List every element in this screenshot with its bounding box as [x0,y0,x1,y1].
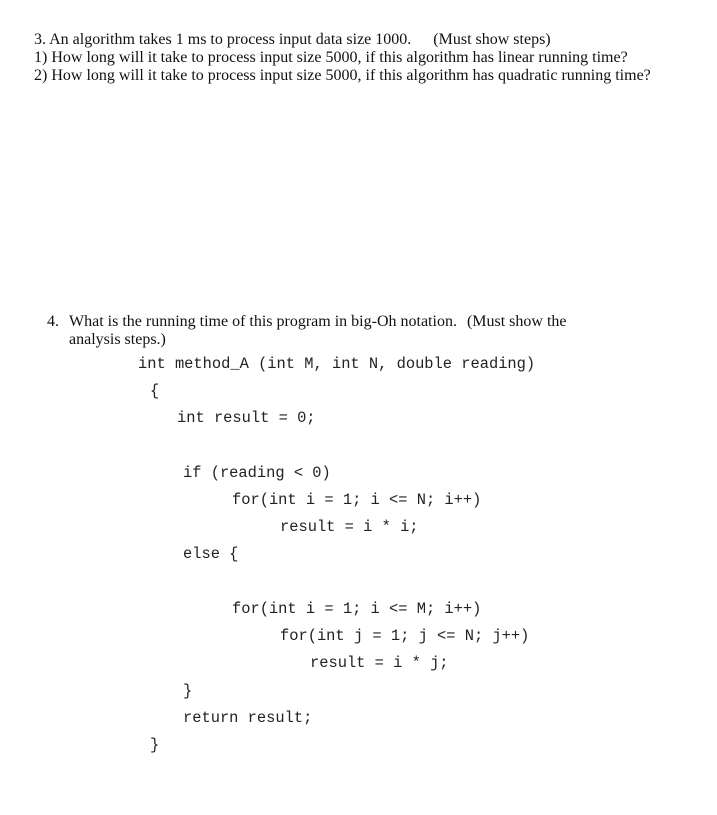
code-line-result-i-i: result = i * i; [280,518,419,536]
code-line-return: return result; [183,709,313,727]
code-line-inner-close-brace: } [183,682,193,700]
code-line-else: else { [183,545,239,563]
code-line-for-j: for(int j = 1; j <= N; j++) [280,627,530,645]
question-3-title-text: 3. An algorithm takes 1 ms to process input data size 1000. [34,31,412,48]
question-4-text-line-2: analysis steps.) [69,331,166,348]
code-line-open-brace: { [150,382,160,400]
code-line-for-n: for(int i = 1; i <= N; i++) [232,491,482,509]
code-line-for-m: for(int i = 1; i <= M; i++) [232,600,482,618]
question-3-steps-note: (Must show steps) [433,31,551,48]
code-line-result-init: int result = 0; [177,409,316,427]
question-4-text-line-1 [69,313,567,331]
question-4-text: What is the running time of this program in big-Oh notation. [69,313,457,330]
question-3-part-2: 2) How long will it take to process input size 5000, if this algorithm has quadratic running time? [34,67,651,84]
question-3-part-1: 1) How long will it take to process input size 5000, if this algorithm has linear running time? [34,49,628,66]
question-4-number: 4. [47,313,59,330]
question-4-steps-note: (Must show the [466,313,567,330]
question-3-title [34,31,551,49]
code-line-close-brace: } [150,736,160,754]
code-line-result-i-j: result = i * j; [310,654,449,672]
code-line-signature: int method_A (int M, int N, double reading) [138,355,536,373]
code-line-if: if (reading < 0) [183,464,331,482]
